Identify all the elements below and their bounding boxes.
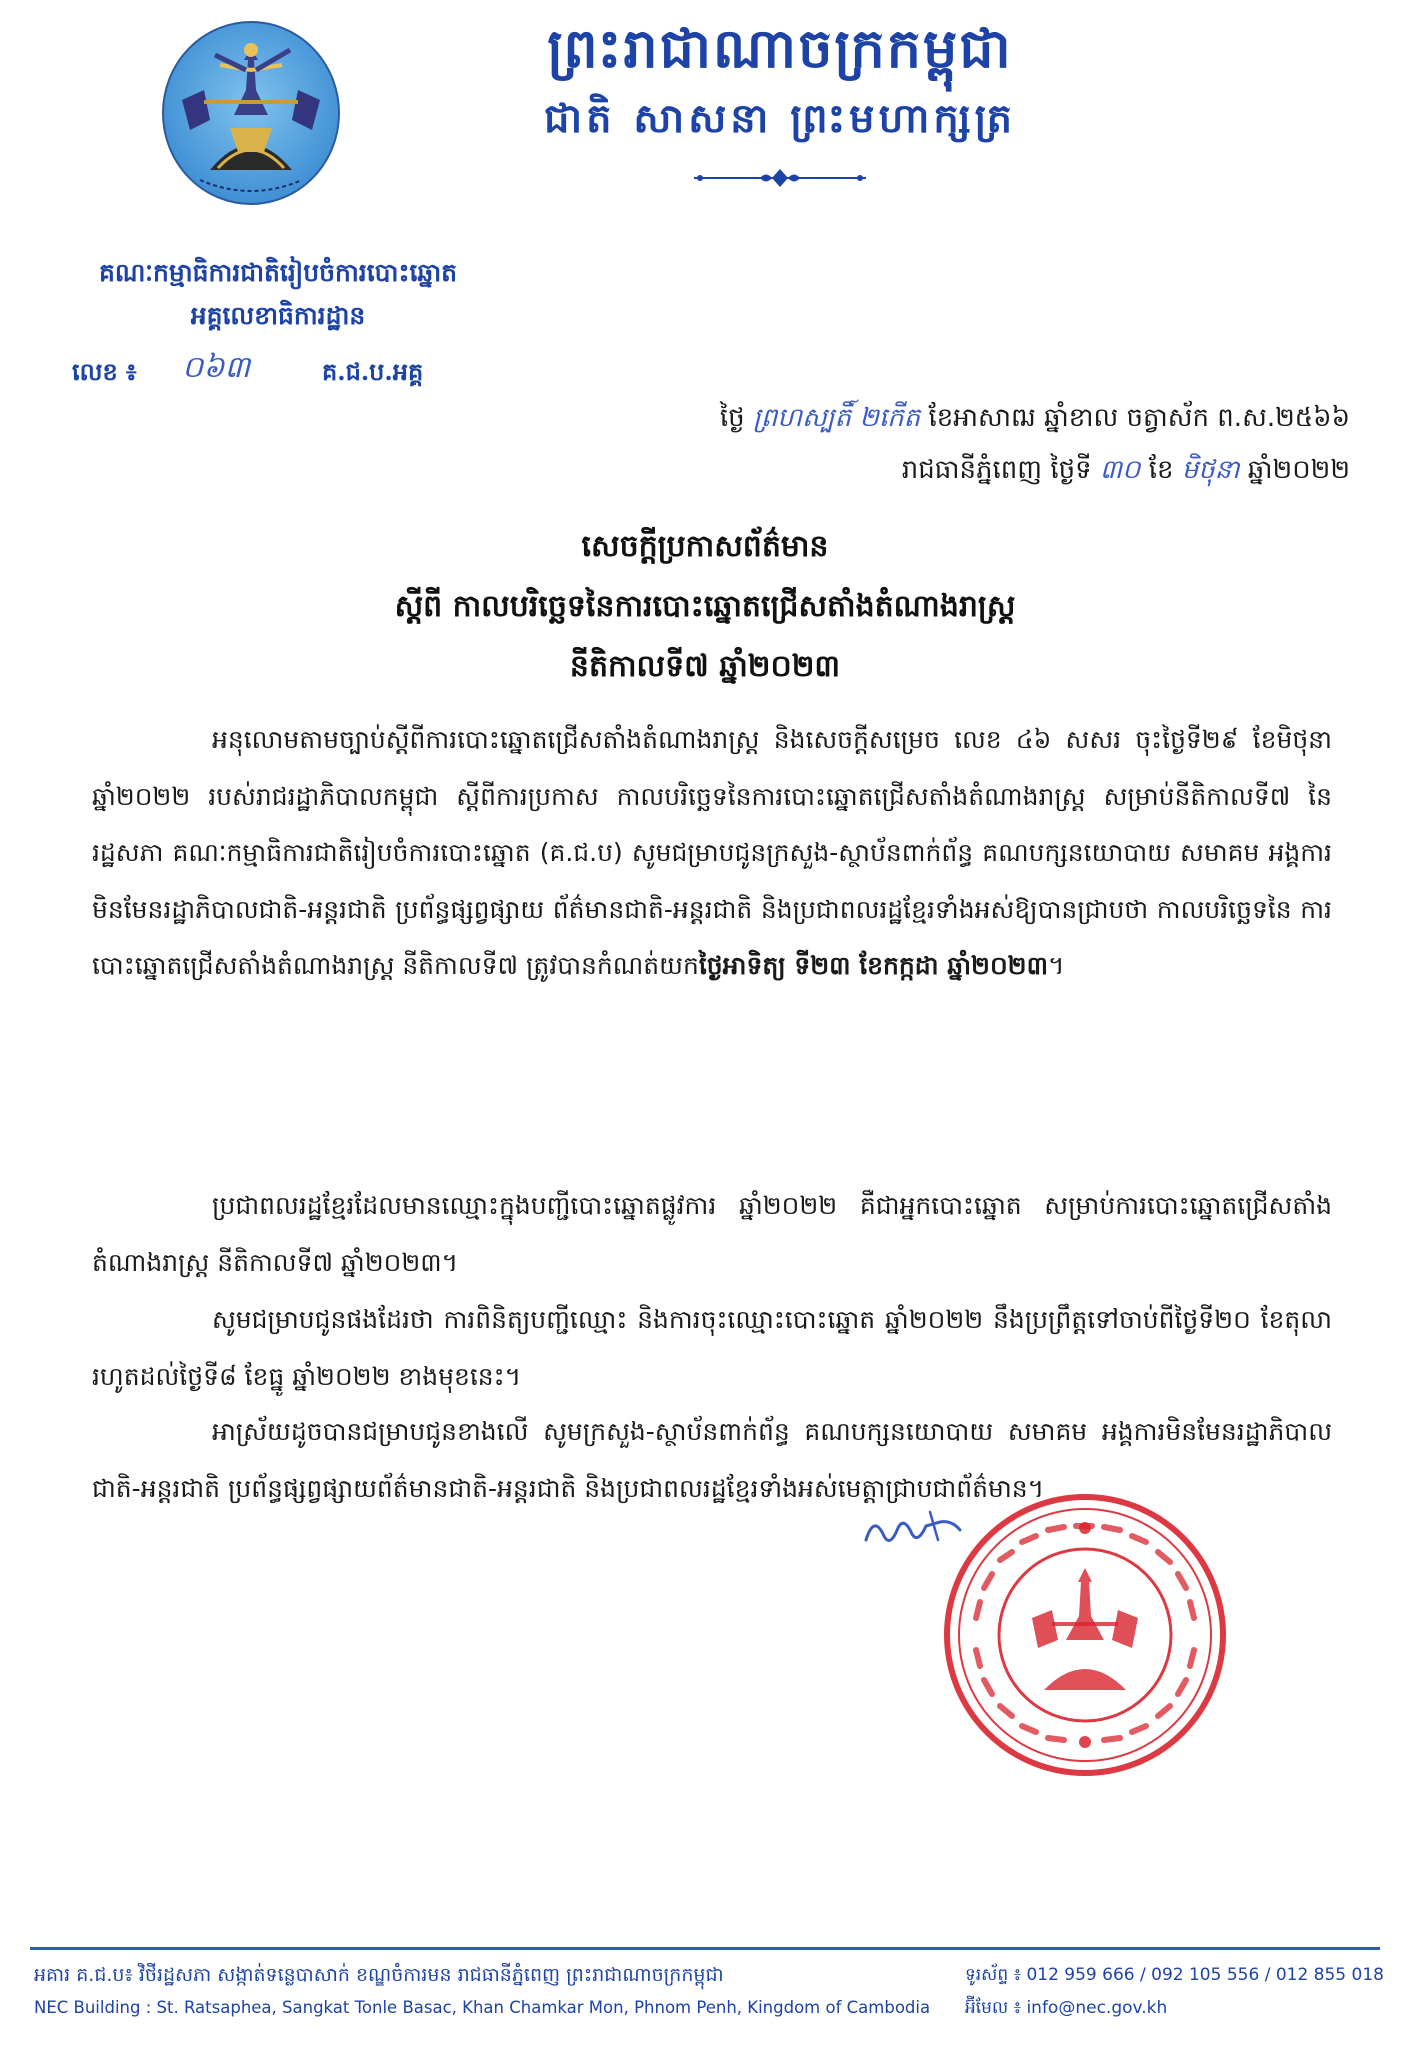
phone-numbers: 012 959 666 / 092 105 556 / 012 855 018 [1026, 1965, 1384, 1985]
lunar-suffix: ខែអាសាឍ ឆ្នាំខាល ចត្វាស័ក ព.ស.២៥៦៦ [928, 403, 1350, 433]
nec-emblem-icon [160, 20, 342, 206]
organization-name: គណៈកម្មាធិការជាតិរៀបចំការបោះឆ្នោត [98, 258, 458, 287]
footer-address-english: NEC Building : St. Ratsaphea, Sangkat Tonle Basac, Khan Chamkar Mon, Phnom Penh, Kingdom of Cambodia [34, 1998, 931, 2017]
official-seal-icon [940, 1490, 1230, 1780]
lunar-day-handwritten: ព្រហស្បតិ៍ ២កើត [752, 403, 921, 433]
solar-prefix: រាជធានីភ្នំពេញ ថ្ងៃទី [901, 455, 1092, 485]
footer-email [965, 1993, 1385, 2023]
kingdom-heading: ព្រះរាជាណាចក្រកម្ពុជា [547, 16, 1013, 80]
solar-month-handwritten: មិថុនា [1181, 455, 1240, 485]
footer-divider [30, 1947, 1380, 1950]
ref-label: លេខ ៖ [72, 357, 137, 386]
footer-phone [965, 1960, 1385, 1990]
email-label: អ៊ីមែល ៖ [965, 1998, 1022, 2018]
solar-day-handwritten: ៣០ [1099, 455, 1141, 485]
paragraph-3: សូមជម្រាបជូនផងដែរថា ការពិនិត្យបញ្ជីឈ្មោះ និងការចុះឈ្មោះបោះឆ្នោត ឆ្នាំ២០២២ នឹងប្រព្រឹត្តទៅចាប់ពីថ្ងៃទី២០ ខែតុលា រហូតដល់ថ្ងៃទី៨ ខែធ្នូ ឆ្នាំ២០២២ ខាងមុខនេះ។ [92, 1305, 1332, 1391]
paragraph-1-end: ។ [1047, 951, 1065, 980]
department-name: អគ្គលេខាធិការដ្ឋាន [190, 301, 366, 330]
lunar-prefix: ថ្ងៃ [719, 403, 745, 433]
paragraph-2: ប្រជាពលរដ្ឋខ្មែរដែលមានឈ្មោះក្នុងបញ្ជីបោះឆ្នោតផ្លូវការ ឆ្នាំ២០២២ គឺជាអ្នកបោះឆ្នោត សម្រាប់ការបោះឆ្នោតជ្រើសតាំងតំណាងរាស្ត្រ នីតិកាលទី៧ ឆ្នាំ២០២៣។ [92, 1191, 1332, 1277]
paragraph-1-text: អនុលោមតាមច្បាប់ស្តីពីការបោះឆ្នោតជ្រើសតាំងតំណាងរាស្ត្រ និងសេចក្តីសម្រេច លេខ ៤៦ សសរ ចុះថ្ងៃទី២៩ ខែមិថុនា ឆ្នាំ២០២២ របស់រាជរដ្ឋាភិបាលកម្ពុជា ស្តីពីការប្រកាស កាលបរិច្ឆេទនៃការបោះឆ្នោតជ្រើសតាំងតំណាងរាស្ត្រ សម្រាប់នីតិកាលទី៧ នៃរដ្ឋសភា គណៈកម្មាធិការជាតិរៀបចំការបោះឆ្នោត (គ.ជ.ប) សូមជម្រាបជូនក្រសួង-ស្ថាប័នពាក់ព័ន្ធ គណបក្សនយោបាយ សមាគម អង្គការមិនមែនរដ្ឋាភិបាលជាតិ-អន្តរជាតិ ប្រព័ន្ធផ្សព្វផ្សាយ ព័ត៌មានជាតិ-អន្តរជាតិ និងប្រជាពលរដ្ឋខ្មែរទាំងអស់ឱ្យបានជ្រាបថា កាលបរិច្ឆេទនៃ ការបោះឆ្នោតជ្រើសតាំងតំណាងរាស្ត្រ នីតិកាលទី៧ ត្រូវបានកំណត់យក [92, 725, 1332, 980]
paragraph-1 [92, 712, 1332, 995]
footer-address-khmer: អគារ គ.ជ.ប៖ វិថីរដ្ឋសភា សង្កាត់ទន្លេបាសាក់ ខណ្ឌចំការមន រាជធានីភ្នំពេញ ព្រះរាជាណាចក្រកម្ពុជា [34, 1964, 724, 1986]
ref-abbreviation: គ.ជ.ប.អគ្គ [322, 357, 424, 386]
solar-date-line [400, 448, 1350, 492]
lunar-date-line [400, 396, 1350, 440]
email-address[interactable]: info@nec.gov.kh [1026, 1998, 1168, 2018]
ornament-divider-icon [690, 165, 870, 191]
election-date-bold: ថ្ងៃអាទិត្យ ទី២៣ ខែកក្កដា ឆ្នាំ២០២៣ [698, 951, 1048, 980]
national-motto: ជាតិ សាសនា ព្រះមហាក្សត្រ [544, 95, 1016, 142]
ref-number-handwritten: ០៦៣ [182, 350, 251, 385]
reference-number [72, 350, 492, 394]
phone-label: ទូរស័ព្ទ ៖ [965, 1965, 1022, 1985]
document-title: សេចក្តីប្រកាសព័ត៌មាន [581, 529, 829, 564]
solar-year: ឆ្នាំ២០២២ [1247, 455, 1350, 485]
document-subject: ស្តីពី កាលបរិច្ឆេទនៃការបោះឆ្នោតជ្រើសតាំងតំណាងរាស្ត្រ [394, 589, 1016, 624]
document-term: នីតិកាលទី៧ ឆ្នាំ២០២៣ [569, 649, 841, 684]
solar-month-label: ខែ [1148, 455, 1174, 485]
paragraph-4: អាស្រ័យដូចបានជម្រាបជូនខាងលើ សូមក្រសួង-ស្ថាប័នពាក់ព័ន្ធ គណបក្សនយោបាយ សមាគម អង្គការមិនមែនរដ្ឋាភិបាលជាតិ-អន្តរជាតិ ប្រព័ន្ធផ្សព្វផ្សាយព័ត៌មានជាតិ-អន្តរជាតិ និងប្រជាពលរដ្ឋខ្មែរទាំងអស់មេត្តាជ្រាបជាព័ត៌មាន។ [92, 1417, 1332, 1503]
